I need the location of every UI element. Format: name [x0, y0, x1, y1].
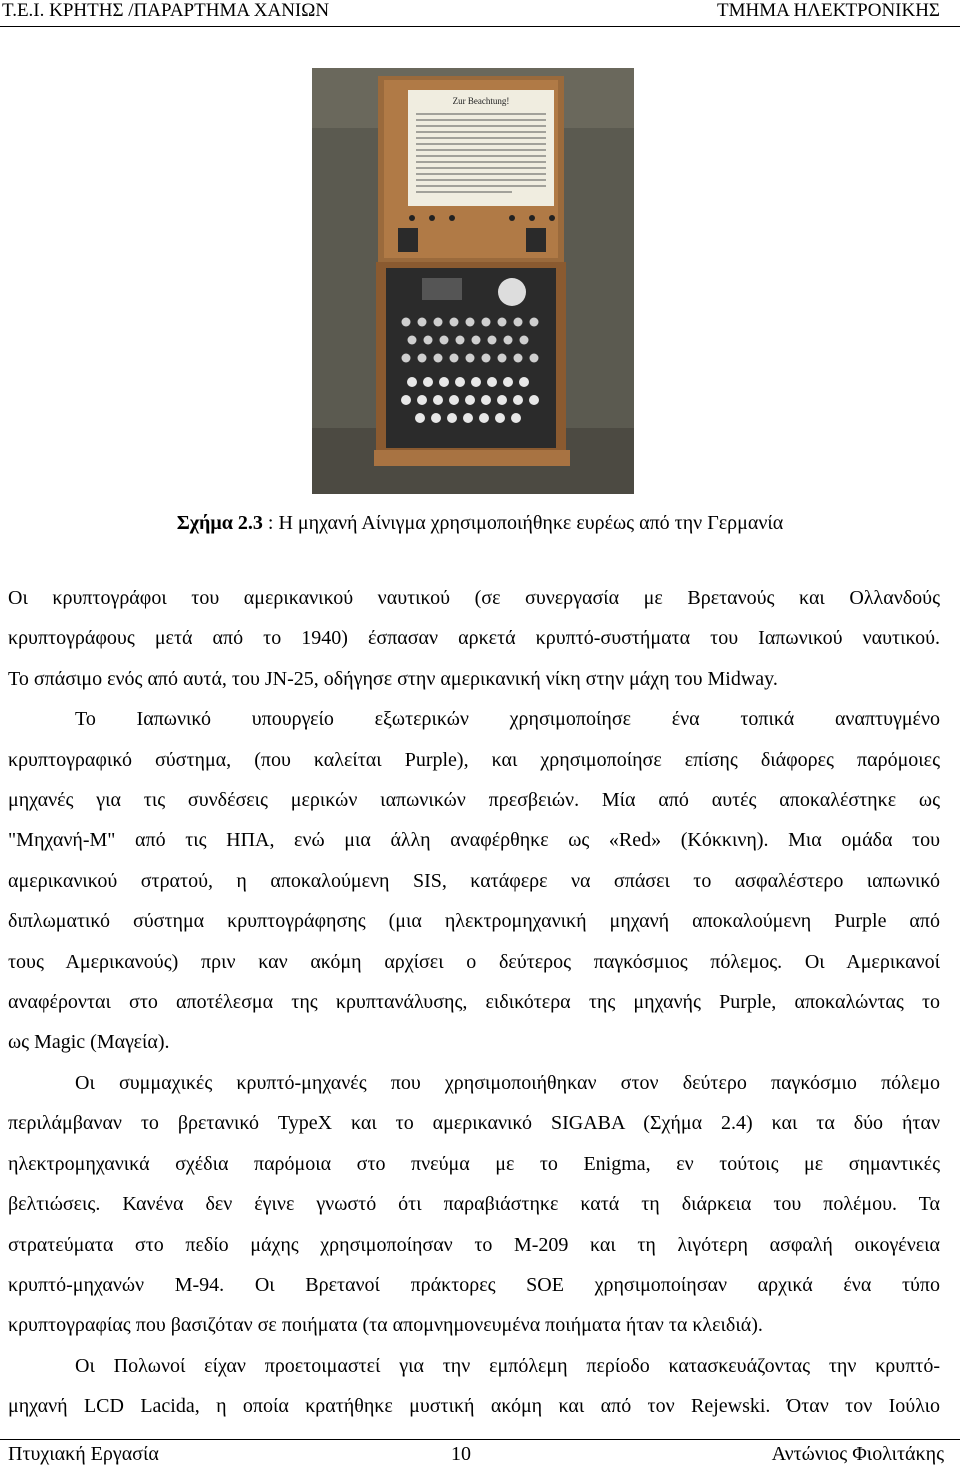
paragraph-4: [8, 1346, 940, 1427]
text-line: μηχανές για τις συνδέσεις μερικών ιαπωνικών πρεσβειών. Μία από αυτές αποκαλέστηκε ως: [8, 789, 940, 812]
paragraph-1: [8, 578, 940, 699]
figure-caption: [0, 509, 960, 537]
text-line: Οι κρυπτογράφοι του αμερικανικού ναυτικού (σε συνεργασία με Βρετανούς και Ολλανδούς: [8, 587, 940, 609]
header-institution: Τ.Ε.Ι. ΚΡΗΤΗΣ /ΠΑΡΑΡΤΗΜΑ ΧΑΝΙΩΝ: [2, 0, 330, 21]
text-line: κρυπτό-μηχανών M-94. Οι Βρετανοί πράκτορες SOE χρησιμοποίησαν αρχικά ένα τύπο: [8, 1273, 940, 1296]
page-number: 10: [451, 1443, 471, 1465]
body-text: [8, 578, 940, 1427]
page-header: [0, 0, 960, 27]
footer-author: Αντώνιος Φιολιτάκης: [771, 1443, 944, 1465]
page-footer: [0, 1439, 960, 1467]
text-line: "Μηχανή-M" από τις ΗΠΑ, ενώ μια άλλη αναφέρθηκε ως «Red» (Κόκκινη). Μια ομάδα του: [8, 829, 940, 852]
figure-caption-text: : Η μηχανή Αίνιγμα χρησιμοποιήθηκε ευρέως από την Γερμανία: [262, 512, 784, 534]
card-title: Zur Beachtung!: [452, 96, 510, 106]
text-line: ως Magic (Μαγεία).: [8, 1031, 170, 1054]
header-department: ΤΜΗΜΑ ΗΛΕΚΤΡΟΝΙΚΗΣ: [717, 0, 940, 21]
text-line: κρυπτογράφους μετά από το 1940) έσπασαν αρκετά κρυπτό-συστήματα του Ιαπωνικού ναυτικού.: [8, 627, 940, 650]
text-line: στρατεύματα στο πεδίο μάχης χρησιμοποίησαν το M-209 και τη λιγότερη ασφαλή οικογένεια: [8, 1233, 940, 1256]
text-line: Το Ιαπωνικό υπουργείο εξωτερικών χρησιμοποίησε ένα τοπικά αναπτυγμένο: [75, 708, 940, 731]
text-line: περιλάμβαναν το βρετανικό TypeX και το αμερικανικό SIGABA (Σχήμα 2.4) και τα δύο ήταν: [8, 1112, 940, 1135]
paragraph-2: [8, 699, 940, 1063]
text-line: τους Αμερικανούς) πριν καν ακόμη αρχίσει ο δεύτερος παγκόσμιος πόλεμος. Οι Αμερικανοί: [8, 950, 940, 973]
paragraph-3: [8, 1063, 940, 1346]
text-line: Το σπάσιμο ενός από αυτά, του JN-25, οδήγησε στην αμερικανική νίκη στην μάχη του Midway.: [8, 667, 778, 690]
text-line: μηχανή LCD Lacida, η οποία κρατήθηκε μυστική ακόμη και από τον Rejewski. Όταν τον Ιούλιο: [8, 1395, 940, 1418]
text-line: Οι Πολωνοί είχαν προετοιμαστεί για την εμπόλεμη περίοδο κατασκευάζοντας την κρυπτό-: [75, 1354, 940, 1377]
enigma-machine-photo: [312, 68, 634, 494]
text-line: κρυπτογραφικό σύστημα, (που καλείται Purple), και χρησιμοποίησε επίσης διάφορες παρόμοιες: [8, 748, 940, 771]
text-line: ηλεκτρομηχανικά σχέδια παρόμοια στο πνεύμα με το Enigma, εν τούτοις με σημαντικές: [8, 1152, 940, 1175]
text-line: κρυπτογραφίας που βασιζόταν σε ποιήματα (τα απομνημονευμένα ποιήματα ήταν τα κλειδιά).: [8, 1314, 763, 1337]
text-line: διπλωματικό σύστημα κρυπτογράφησης (μια ηλεκτρομηχανική μηχανή αποκαλούμενη Purple από: [8, 910, 940, 933]
figure-label: Σχήμα 2.3: [176, 512, 263, 534]
text-line: βελτιώσεις. Κανένα δεν έγινε γνωστό ότι παραβιάστηκε κατά τη διάρκεια του πολέμου. Τα: [8, 1193, 940, 1216]
text-line: αναφέρονται στο αποτέλεσμα της κρυπτανάλυσης, ειδικότερα της μηχανής Purple, αποκαλώντας το: [8, 991, 940, 1014]
text-line: αμερικανικού στρατού, η αποκαλούμενη SIS, κατάφερε να σπάσει το ασφαλέστερο ιαπωνικό: [8, 869, 940, 892]
footer-document-type: Πτυχιακή Εργασία: [8, 1443, 159, 1465]
text-line: Οι συμμαχικές κρυπτό-μηχανές που χρησιμοποιήθηκαν στον δεύτερο παγκόσμιο πόλεμο: [75, 1071, 940, 1094]
